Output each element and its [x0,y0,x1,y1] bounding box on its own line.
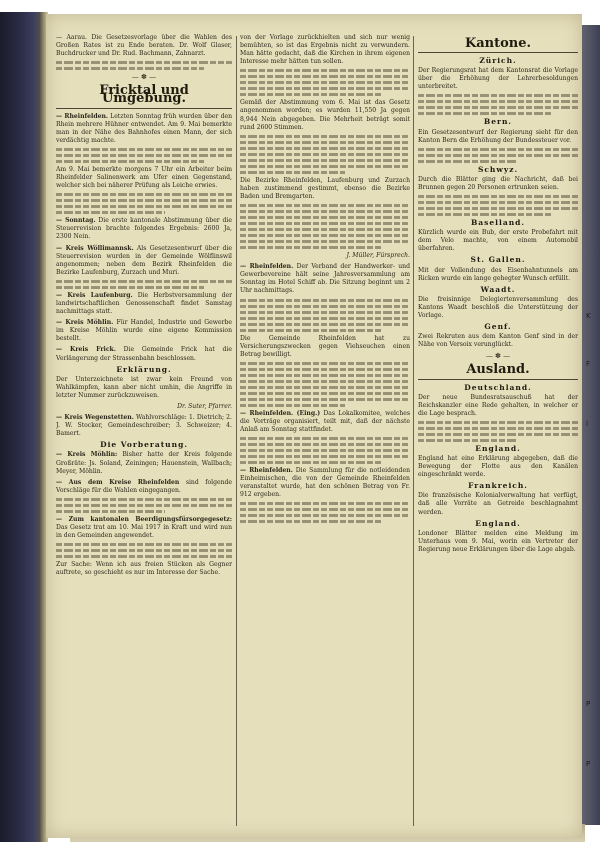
canton-title: Waadt. [480,284,516,294]
section-title: Kantone. [464,36,532,51]
section-title: Ausland. [466,362,530,378]
country-title: Frankreich. [468,481,528,491]
edge-fragment: F [586,360,591,368]
canton-title: Baselland. [470,218,526,228]
edge-fragment: P [586,760,591,768]
column-2 [240,34,410,842]
news-item: — Rheinfelden. Letzten Sonntag früh wurden über den Rhein mehrere Hühner entwendet. Am 9. Mai bemerkte man in der Nähe des Bahnhofes einen Mann, der sich verdächtig machte. [56,112,232,144]
edge-fragment: l [586,420,588,428]
news-item: — Sonntag. Die erste kantonale Abstimmung über die Steuerrevision brachte folgendes Ergebnis: 2600 Ja, 2300 Nein. [56,217,232,241]
column-3: Kantone. Zürich. Der Regierungsrat hat dem Kantonsrat die Vorlage über die Erhöhung der Lehrerbesoldungen unterbreitet. Bern. Ein Gesetzesentwurf der Regierung sieht für den Kanton Bern die Erhöhung der Bundessteuer vor. Schwyz. Durch die Blätter ging die Nachricht, daß bei Brunnen gegen 20 Personen ertrunken seien. Baselland. Kürzlich wurde ein Bub, der erste Probefahrt mit dem Velo machte, von einem Automobil überfahren. St. Gallen. Mit der Vollendung des Eisenbahntunnels am Ricken wurde ein lange gehegter Wunsch erfüllt. Waadt. Die freisinnige Delegiertenversammlung des Kantons Waadt beschloß die Unterstützung der Vorlage. Genf. Zwei Rekruten aus dem Kanton Genf sind in der Nähe von Versoix verunglückt. — ✽ — Ausland. Deutschland. Der neue Bundesratsauschuß hat der Reichskanzler eine Rede gehalten, in welcher er die Lage besprach. England. England hat eine Erklärung abgegeben, daß die Bewegung der Flotte aus den Kanälen eingeschränkt werde. Frankreich. Die französische Kolonialverwaltung hat verfügt, daß alle Vorräte an Getreide beschlagnahmt werden. England. Londoner Blätter melden eine Meldung im Unterhaus vom 9. Mai, worin ein Vertreter der Regierung neue Erklärungen über die Lage abgab. [418,36,578,553]
paragraph: — Aarau. Die Gesetzesvorlage über die Wahlen des Großen Rates ist zu Ende beraten. Dr. Wolf Glaser, Buchdrucker und Dr. Rud. Bachmann, Zahnarzt. [56,34,232,58]
edge-fragment: K [586,312,591,320]
news-item: — Rheinfelden. (Eing.) Das Lokalkomitee, welches die Vorträge organisiert, teilt mit, daß der nächste Anlaß am Sonntag stattfindet. [240,409,410,433]
news-item: — Rheinfelden. Der Verband der Handwerker- und Gewerbevereine hält seine Jahresversammlung am Sonntag im Hotel Schiff ab. Die Sitzung beginnt um 2 Uhr nachmittags. [240,263,410,295]
news-item: — Kreis Wegenstetten. Wahlvorschläge: 1. Dietrich; 2. J. W. Stocker, Gemeindeschreiber; 3. Schweizer; 4. Bamert. [56,414,232,438]
paragraph: Die Bezirke Rheinfelden, Laufenburg und Zurzach haben zustimmend gestimmt, ebenso die Bezirke Baden und Bremgarten. [240,176,410,200]
news-item: — Zum kantonalen Beerdigungsfürsorgegesetz: Das Gesetz trat am 10. Mai 1917 in Kraft und wird nun in den Gemeinden angewendet. [56,515,232,540]
book-binding [0,12,44,842]
paragraph: Zur Sache: Wenn ich aus freien Stücken als Gegner auftrete, so geschieht es nur im Interesse der Sache. [56,561,232,577]
canton-title: Schwyz. [477,164,519,174]
country-title: England. [475,518,521,528]
column-rule [236,36,237,826]
news-item: — Kreis Laufenburg. Die Herbstversammlung der landwirtschaftlichen Genossenschaft findet Samstag nachmittags statt. [56,291,232,316]
country-title: England. [475,443,521,453]
news-item: — Kreis Möhlin. Für Handel, Industrie und Gewerbe im Kreise Möhlin wurde eine eigene Kommission bestellt. [56,319,232,343]
news-item: Am 9. Mai bemerkte morgens 7 Uhr ein Arbeiter beim Rheinfelder Salinenwerk am Ufer einen Gegenstand, welcher sich bei näherer Prüfung als Leiche erwies. [56,165,232,190]
news-item: — Kreis Möhlin: Bisher hatte der Kreis folgende Großräte: Js. Soland, Zeiningen; Hauenstein, Wallbach; Meyer, Möhlin. [56,451,232,475]
paragraph: Gemäß der Abstimmung vom 6. Mai ist das Gesetz angenommen worden; es wurden 11,550 Ja gegen 8,944 Nein abgegeben. Die Mehrheit beträgt somit rund 2600 Stimmen. [240,99,410,131]
subsection-title: Die Vorberatung. [100,440,188,450]
notice-title: Erklärung. [116,364,172,374]
section-title: Fricktal und Umgebung. [99,83,189,107]
signature: J. Müller, Fürsprech. [346,252,410,260]
canton-title: St. Gallen. [470,255,526,265]
paragraph: von der Vorlage zurückhielten und sich nur wenig bemühten, so ist das Ergebnis nicht zu verwundern. Man hätte gedacht, daß die Kirchen in ihrem eigenen Interesse mehr hätten tun sollen. [240,34,410,66]
signature: Dr. Suter, Pfarrer. [177,403,232,410]
news-item: — Rheinfelden. Die Sammlung für die notleidenden Einheimischen, die von der Gemeinde Rheinfelden veranstaltet wurde, hat den schönen Betrag von Fr. 912 ergeben. [240,467,410,499]
news-item: — Kreis Wöllimannsk. Als Gesetzesentwurf über die Steuerrevision wurden in der Gemeinde Wölflinswil angenommen; neben dem Bezirk Rheinfelden die Bezirke Laufenburg, Zurzach und Muri. [56,244,232,276]
canton-title: Bern. [483,117,513,127]
edge-fragment: P [586,700,591,708]
paragraph: Die Gemeinde Rheinfelden hat zu Versicherungszwecken gegen Viehseuchen einen Betrag bewilligt. [240,334,410,358]
canton-title: Genf. [484,322,512,332]
column-1: — Aarau. Die Gesetzesvorlage über die Wahlen des Großen Rates ist zu Ende beraten. Dr. Wolf Glaser, Buchdrucker und Dr. Rud. Bachmann, Zahnarzt. — ✽ — Fricktal und Umgebung. — Rheinfelden. Letzten Sonntag früh wurden über den Rhein mehrere Hühner entwendet. Am 9. Mai bemerkte man in der Nähe des Bahnhofes einen Mann, der sich verdächtig machte. Am 9. Mai bemerkte morgens 7 Uhr ein Arbeiter beim Rheinfelder Salinenwerk am Ufer einen Gegenstand, welcher sich bei näherer Prüfung als Leiche erwies. — Sonntag. Die erste kantonale Abstimmung über die Steuerrevision brachte folgendes Ergebnis: 2600 Ja, 2300 Nein. — Kreis Wöllimannsk. Als Gesetzesentwurf über die Steuerrevision wurden in der Gemeinde Wölflinswil angenommen; neben dem Bezirk Rheinfelden die Bezirke Laufenburg, Zurzach und Muri. — Kreis Laufenburg. Die Herbstversammlung der landwirtschaftlichen Genossenschaft findet Samstag nachmittags statt. — Kreis Möhlin. Für Handel, Industrie und Gewerbe im Kreise Möhlin wurde eine eigene Kommission bestellt. — Kreis Frick. Die Gemeinde Frick hat die Verlängerung der Strassenbahn beschlossen. Erklärung. Der Unterzeichnete ist zwar kein Freund von Wahlkämpfen, kann aber nicht umhin, die Angriffe in letzter Nummer zurückzuweisen. Dr. Suter, Pfarrer. — Kreis Wegenstetten. Wahlvorschläge: 1. Dietrich; 2. J. W. Stocker, Gemeindeschreiber; 3. Schweizer; 4. Bamert. Die Vorberatung. — Kreis Möhlin: Bisher hatte der Kreis folgende Großräte: Js. Soland, Zeiningen; Hauenstein, Wallbach; Meyer, Möhlin. — Aus dem Kreise Rheinfelden sind folgende Vorschläge für die Wahlen eingegangen. — Zum kantonalen Beerdigungsfürsorgegesetz: Das Gesetz trat am 10. Mai 1917 in Kraft und wird nun in den Gemeinden angewendet. Zur Sache: Wenn ich aus freien Stücken als Gegner auftrete, so geschieht es nur im Interesse der Sache. [56,34,232,577]
column-rule [413,36,414,826]
country-title: Deutschland. [464,382,532,392]
canton-title: Zürich. [479,56,517,66]
notice-text: Der Unterzeichnete ist zwar kein Freund von Wahlkämpfen, kann aber nicht umhin, die Angriffe in letzter Nummer zurückzuweisen. [56,375,232,399]
news-item: — Kreis Frick. Die Gemeinde Frick hat die Verlängerung der Strassenbahn beschlossen. [56,346,232,362]
news-item: — Aus dem Kreise Rheinfelden sind folgende Vorschläge für die Wahlen eingegangen. [56,478,232,494]
